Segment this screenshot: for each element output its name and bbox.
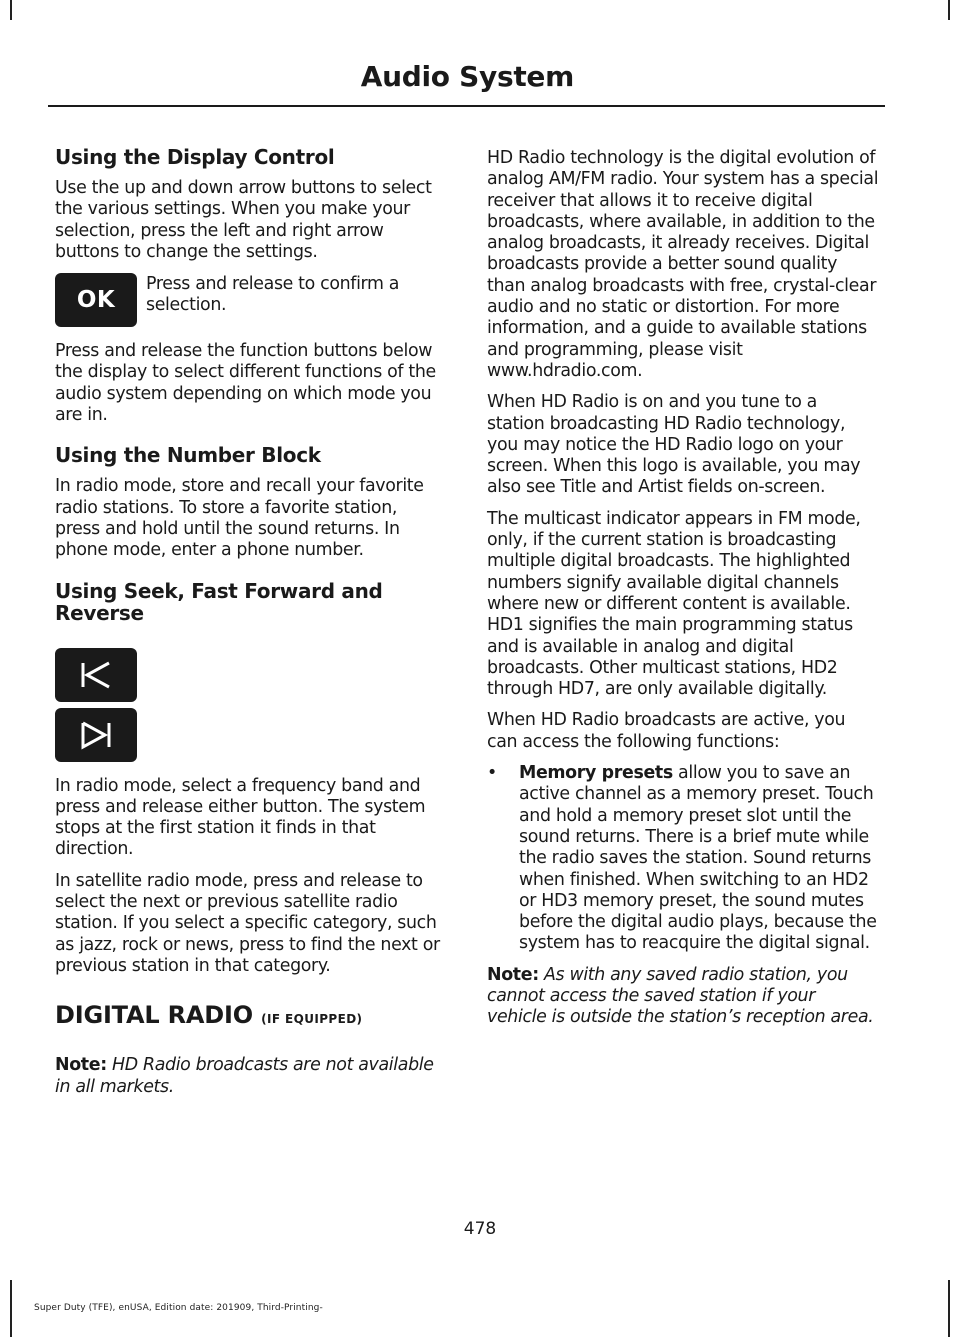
crop-mark <box>10 1280 12 1337</box>
bullet-term: Memory presets <box>519 763 673 784</box>
hd-radio-paragraph-2: When HD Radio is on and you tune to a station broadcasting HD Radio technology, you may notice the HD Radio logo on your screen. When this logo is available, you may also see Title and Artist fields on-screen. <box>487 392 861 498</box>
bullet-text <box>519 763 879 955</box>
bullet-description: allow you to save an active channel as a memory preset. Touch and hold a memory preset slot until the sound returns. There is a brief mute while the radio saves the station. Sound returns when finished. When switching to an HD2 or HD3 memory preset, the sound mutes before the digital audio plays, because the system has to reacquire the digital signal. <box>519 763 877 954</box>
ok-instruction-text: Press and release to confirm a selection. <box>146 274 400 316</box>
left-column <box>55 146 447 1108</box>
crop-mark <box>10 0 12 20</box>
hd-radio-paragraph-1: HD Radio technology is the digital evolution of analog AM/FM radio. Your system has a special receiver that allows it to receive digital broadcasts, where available, in addition to the analog broadcasts, it already receives. Digital broadcasts provide a better sound quality than analog broadcasts with free, crystal-clear audio and no static or distortion. For more information, and a guide to available stations and programming, please visit www.hdradio.com. <box>487 148 879 381</box>
footer-edition: Super Duty (TFE), enUSA, Edition date: 201909, Third-Printing- <box>34 1303 323 1313</box>
digital-radio-heading <box>55 1001 447 1033</box>
seek-heading: Using Seek, Fast Forward and Reverse <box>55 578 383 625</box>
digital-radio-note <box>55 1055 447 1098</box>
right-column <box>487 148 879 1039</box>
seek-paragraph-2: In satellite radio mode, press and release to select the next or previous satellite radio station. If you select a specific category, such as jazz, rock or news, press to find the next or previous station in that category. <box>55 870 440 976</box>
bullet-marker: • <box>487 763 497 784</box>
page-number: 478 <box>463 1219 497 1239</box>
seek-forward-icon <box>55 708 137 762</box>
seek-icons <box>55 648 447 762</box>
display-control-paragraph: Use the up and down arrow buttons to select the various settings. When you make your selection, press the left and right arrow buttons to change the settings. <box>55 178 432 262</box>
saved-station-note <box>487 965 879 1029</box>
note-text: HD Radio broadcasts are not available in all markets. <box>55 1055 434 1097</box>
display-control-heading: Using the Display Control <box>55 145 335 169</box>
functions-intro-paragraph: When HD Radio broadcasts are active, you can access the following functions: <box>487 710 846 752</box>
note-text: As with any saved radio station, you cannot access the saved station if your vehicle is outside the station’s reception area. <box>487 964 874 1028</box>
note-label: Note: <box>487 964 539 985</box>
seek-back-icon <box>55 648 137 702</box>
list-item <box>487 763 879 955</box>
function-buttons-paragraph: Press and release the function buttons below the display to select different functions of the audio system depending on which mode you are in. <box>55 341 436 426</box>
page-title: Audio System <box>360 60 574 93</box>
crop-mark <box>948 0 950 20</box>
ok-icon-label: OK <box>76 286 116 313</box>
seek-paragraph-1: In radio mode, select a frequency band and press and release either button. The system stops at the first station it finds in that direction. <box>55 775 426 860</box>
crop-mark <box>948 1280 950 1337</box>
ok-button-icon <box>55 273 137 327</box>
number-block-heading: Using the Number Block <box>55 443 321 468</box>
header-divider <box>48 105 885 107</box>
note-label: Note: <box>55 1055 107 1076</box>
digital-radio-title: DIGITAL RADIO <box>55 1001 253 1030</box>
number-block-paragraph: In radio mode, store and recall your favorite radio stations. To store a favorite station, press and hold until the sound returns. In phone mode, enter a phone number. <box>55 476 424 561</box>
multicast-paragraph: The multicast indicator appears in FM mode, only, if the current station is broadcasting multiple digital broadcasts. The highlighted numbers signify available digital channels where new or different content is available. HD1 signifies the main programming status and is available in analog and digital broadcasts. Other multicast stations, HD2 through HD7, are only available digitally. <box>487 508 861 700</box>
if-equipped-label: (IF EQUIPPED) <box>261 1012 363 1027</box>
ok-instruction <box>55 273 447 327</box>
